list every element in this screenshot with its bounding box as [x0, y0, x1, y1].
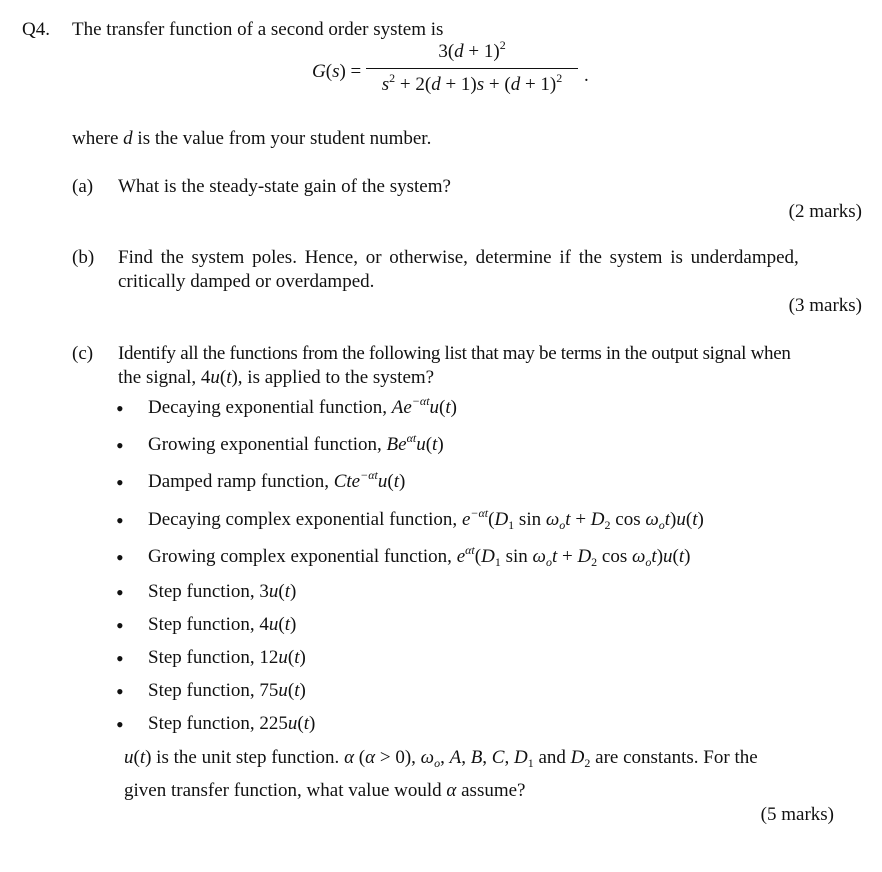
- fraction-bar: [366, 68, 578, 69]
- equation-denominator: $s^2 + 2(d + 1)s + (d + 1)^2$: [381, 71, 563, 95]
- question-intro: The transfer function of a second order system is: [72, 19, 444, 40]
- part-b-line2: critically damped or overdamped.: [118, 271, 375, 292]
- part-b-marks: (3 marks): [788, 295, 862, 316]
- question-number: Q4.: [22, 19, 50, 40]
- part-c-label: (c): [72, 343, 94, 364]
- part-b-label: (b): [72, 247, 95, 268]
- equation-trailing-period: .: [584, 65, 589, 86]
- part-c-line2: the signal, 4u(t), is applied to the system?: [118, 367, 435, 388]
- equation-fraction: [366, 40, 578, 97]
- part-a-marks: (2 marks): [788, 201, 862, 222]
- part-c-line1: Identify all the functions from the following list that may be terms in the output signal when: [118, 343, 791, 364]
- part-c-marks: (5 marks): [760, 804, 834, 825]
- equation-numerator: $3(d + 1)^2$: [438, 38, 506, 62]
- equation-lhs: G(s) =: [312, 61, 362, 82]
- part-c-footer-line2: given transfer function, what value would α assume?: [124, 780, 526, 801]
- part-c-footer-line1: u(t) is the unit step function. α (α > 0), $\omega_o$, A, B, C, $D_1$ and $D_2$ are constants. For the: [124, 747, 758, 770]
- part-b-line1: Find the system poles. Hence, or otherwise, determine if the system is underdamped,: [118, 247, 799, 268]
- where-line: where d is the value from your student number.: [72, 128, 432, 149]
- part-a-label: (a): [72, 176, 94, 197]
- part-a-text: What is the steady-state gain of the system?: [118, 176, 451, 197]
